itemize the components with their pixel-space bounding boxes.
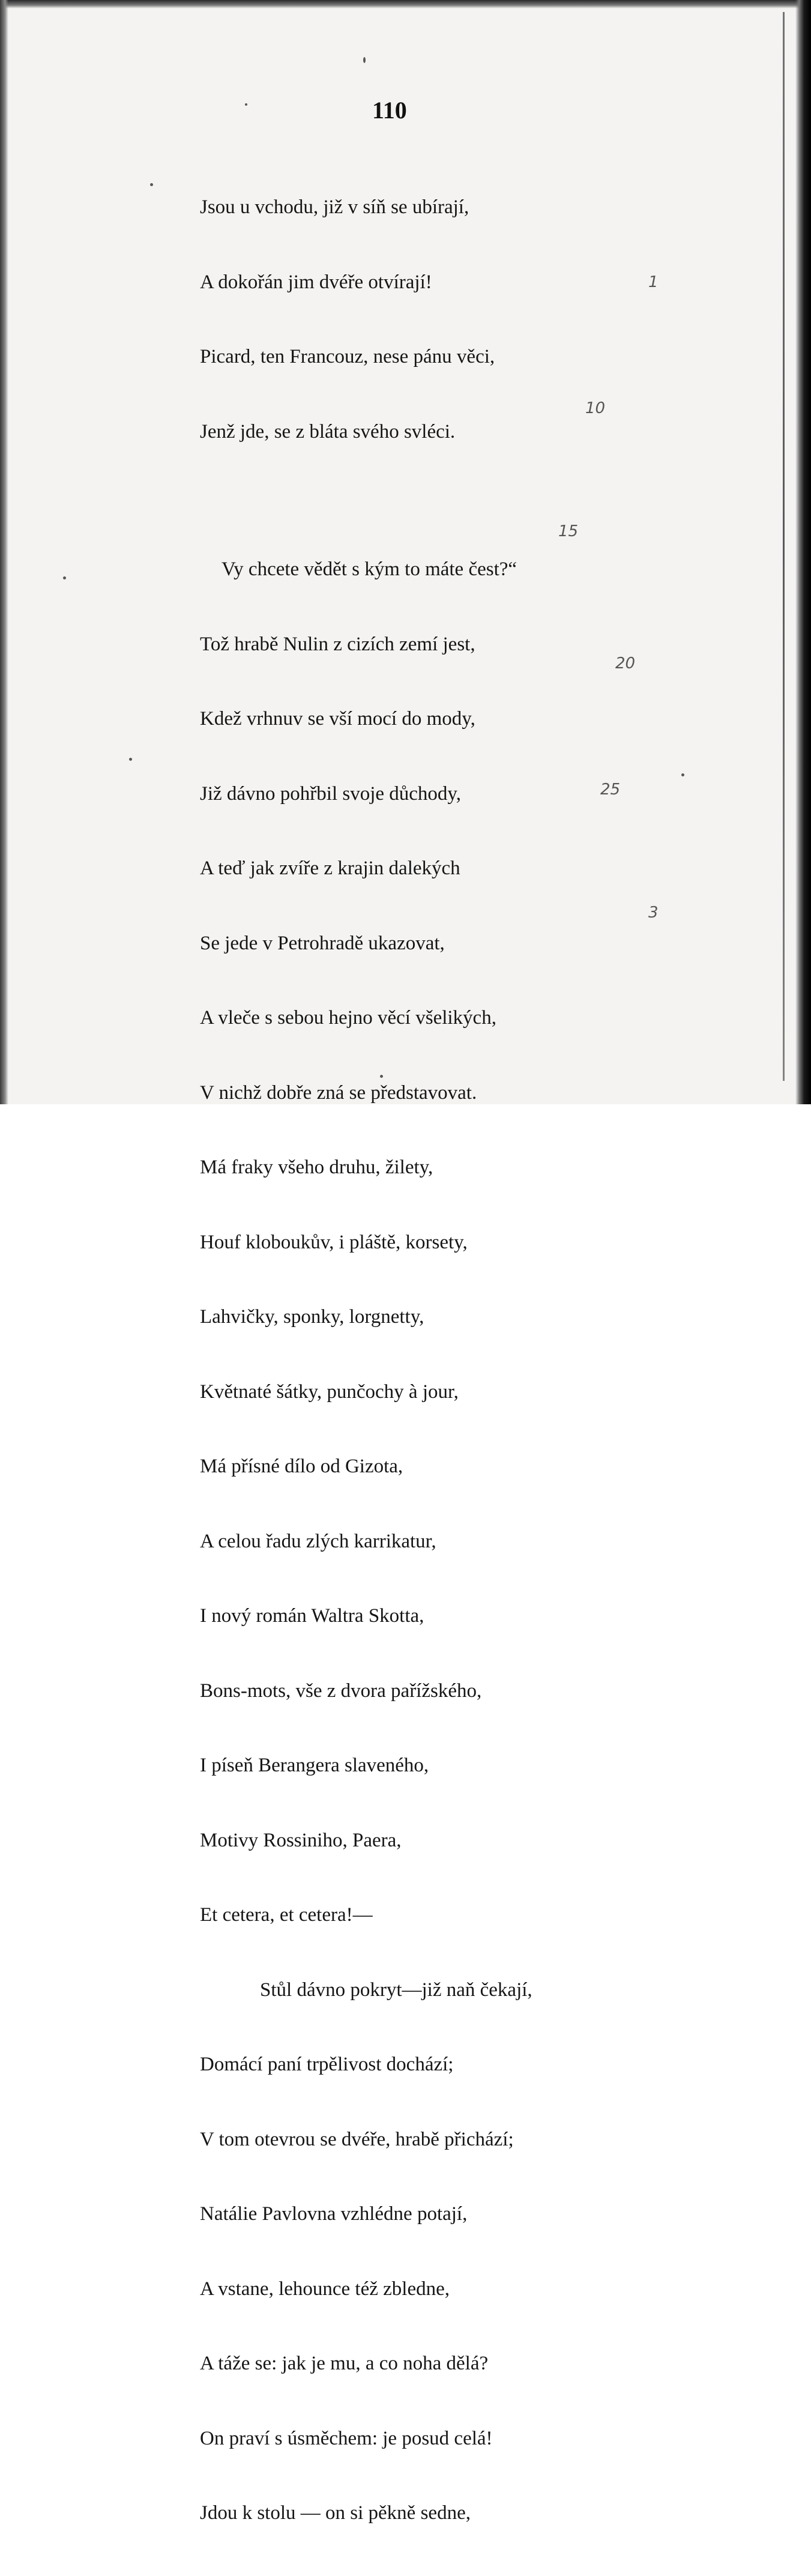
gutter-line (783, 12, 785, 1081)
poem-text (200, 145, 532, 2576)
verse-line: Jsou u vchodu, již v síň se ubírají, (200, 196, 469, 218)
ink-speck (245, 103, 247, 106)
verse-line: A dokořán jim dvéře otvírají! (200, 271, 432, 293)
binding-shadow (795, 0, 811, 1104)
verse-line: Tož hrabě Nulin z cizích zemí jest, (200, 633, 475, 655)
ink-speck (363, 57, 366, 63)
verse-line: Bons-mots, vše z dvora pařížského, (200, 1680, 482, 1702)
margin-line-number: 25 (600, 781, 621, 799)
ink-speck (681, 773, 684, 776)
verse-line: A celou řadu zlých karrikatur, (200, 1530, 436, 1552)
verse-line: Květnaté šátky, punčochy à jour, (200, 1380, 459, 1403)
verse-line: Natálie Pavlovna vzhlédne potají, (200, 2203, 468, 2225)
top-edge-shadow (0, 0, 811, 8)
verse-line: Motivy Rossiniho, Paera, (200, 1829, 402, 1851)
left-edge-shadow (0, 0, 8, 1104)
verse-line: A vstane, lehounce též zbledne, (200, 2278, 450, 2300)
verse-line: A táže se: jak je mu, a co noha dělá? (200, 2353, 489, 2374)
verse-line: A teď jak zvíře z krajin dalekých (200, 857, 460, 879)
verse-line: A vleče s sebou hejno věcí všelikých, (200, 1007, 496, 1029)
verse-line: Jenž jde, se z bláta svého svléci. (200, 420, 456, 443)
verse-line: Houf kloboukův, i pláště, korsety, (200, 1231, 468, 1253)
margin-line-number: 10 (585, 399, 606, 417)
verse-line: Již dávno pohřbil svoje důchody, (200, 782, 462, 805)
verse-line: I píseň Berangera slaveného, (200, 1755, 429, 1776)
verse-line: Má přísné dílo od Gizota, (200, 1456, 403, 1477)
margin-line-number: 3 (648, 904, 659, 922)
verse-line: Kdež vrhnuv se vší mocí do mody, (200, 708, 475, 730)
verse-line: Jdou k stolu — on si pěkně sedne, (200, 2502, 471, 2524)
verse-line: Vy chcete vědět s kým to máte čest?“ (222, 558, 517, 580)
verse-line: Se jede v Petrohradě ukazovat, (200, 932, 445, 954)
verse-line: Lahvičky, sponky, lorgnetty, (200, 1306, 424, 1328)
stanza-gap (200, 494, 532, 507)
verse-line: Picard, ten Francouz, nese pánu věci, (200, 346, 495, 367)
verse-line: Et cetera, et cetera!— (200, 1904, 373, 1926)
verse-line: I nový román Waltra Skotta, (200, 1605, 424, 1627)
margin-line-number: 15 (558, 522, 579, 540)
verse-line: Domácí paní trpělivost dochází; (200, 2054, 454, 2075)
page-number: 110 (372, 97, 407, 124)
verse-line: Má fraky všeho druhu, žilety, (200, 1156, 433, 1178)
verse-line: On praví s úsměchem: je posud celá! (200, 2427, 493, 2449)
ink-speck (150, 183, 153, 186)
verse-line: V tom otevrou se dvéře, hrabě přichází; (200, 2128, 514, 2150)
ink-speck (63, 576, 66, 579)
margin-line-number: 1 (648, 273, 659, 291)
verse-line: V nichž dobře zná se představovat. (200, 1081, 477, 1104)
verse-line: Stůl dávno pokryt—již naň čekají, (260, 1979, 532, 2001)
ink-speck (129, 758, 132, 761)
margin-line-number: 20 (615, 655, 636, 673)
